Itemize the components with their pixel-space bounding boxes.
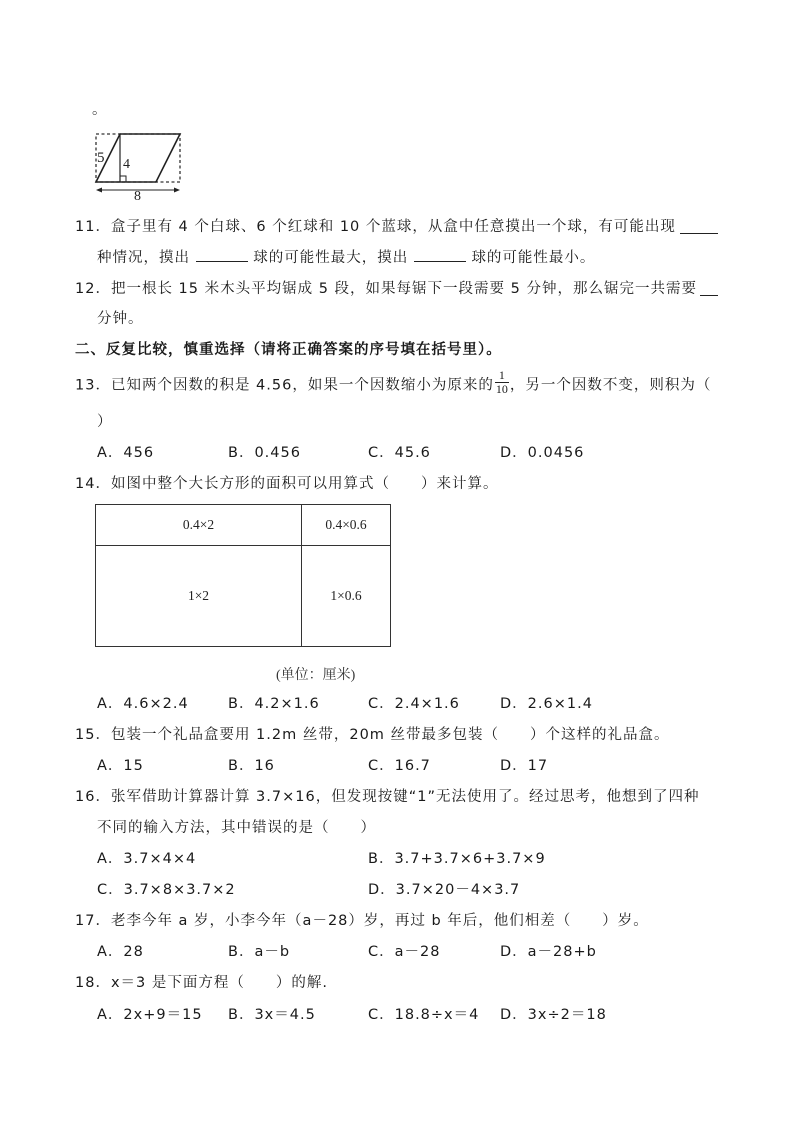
q18-option-b: B．3x＝4.5 [228, 1007, 316, 1023]
q13-option-c: C．45.6 [368, 445, 431, 461]
q11-text-a: 种情况，摸出 [97, 250, 190, 266]
arrow-left-icon [96, 188, 102, 193]
q18-question: 18．x＝3 是下面方程（ ）的解. [75, 975, 328, 991]
q15-question: 15．包装一个礼品盒要用 1.2m 丝带，20m 丝带最多包装（ ）个这样的礼品盒。 [75, 727, 670, 743]
q13-line2: ） [97, 414, 113, 430]
label-base-8: 8 [134, 189, 141, 204]
section-2-heading: 二、反复比较，慎重选择（请将正确答案的序号填在括号里）。 [75, 342, 502, 358]
q17-option-a: A．28 [97, 944, 144, 960]
q15-option-c: C．16.7 [368, 758, 431, 774]
q18-option-d: D．3x÷2＝18 [500, 1007, 607, 1023]
q16-line2: 不同的输入方法，其中错误的是（ ） [97, 820, 376, 836]
q13-text-a: 13．已知两个因数的积是 4.56，如果一个因数缩小为原来的 [75, 377, 494, 394]
q14-option-b: B．4.2×1.6 [228, 696, 320, 712]
q16-option-a: A．3.7×4×4 [97, 851, 197, 867]
cell-top-right: 0.4×0.6 [302, 505, 391, 546]
area-rectangle-diagram [95, 504, 391, 647]
right-angle-mark [120, 176, 126, 182]
q15-option-b: B．16 [228, 758, 275, 774]
q16-option-c: C．3.7×8×3.7×2 [97, 882, 236, 898]
q13-fraction [495, 369, 509, 396]
q13-line1 [75, 368, 712, 396]
parallelogram-figure [92, 128, 188, 204]
q17-option-b: B．a－b [228, 944, 291, 960]
q12-blank [700, 281, 718, 296]
q13-option-d: D．0.0456 [500, 445, 585, 461]
q11-blank-1 [680, 219, 718, 234]
q12-line2: 分钟。 [97, 311, 144, 327]
q18-option-c: C．18.8÷x＝4 [368, 1007, 480, 1023]
cell-bottom-right: 1×0.6 [302, 546, 391, 647]
q15-option-d: D．17 [500, 758, 549, 774]
q13-option-b: B．0.456 [228, 445, 301, 461]
q14-option-c: C．2.4×1.6 [368, 696, 460, 712]
top-period: 。 [92, 102, 108, 118]
q14-question: 14．如图中整个大长方形的面积可以用算式（ ）来计算。 [75, 476, 499, 492]
q11-text-b: 球的可能性最大，摸出 [253, 250, 409, 266]
unit-caption: (单位：厘米) [276, 668, 356, 683]
arrow-right-icon [174, 188, 180, 193]
q17-question: 17．老李今年 a 岁，小李今年（a－28）岁，再过 b 年后，他们相差（ ）岁。 [75, 913, 649, 929]
q11-line1: 11．盒子里有 4 个白球、6 个红球和 10 个蓝球，从盒中任意摸出一个球，有可能出现 [75, 219, 676, 235]
q11-line2 [97, 247, 595, 268]
q13-fraction-numerator: 1 [495, 369, 509, 383]
q15-option-a: A．15 [97, 758, 144, 774]
q16-option-d: D．3.7×20－4×3.7 [368, 882, 521, 898]
cell-top-left: 0.4×2 [96, 505, 302, 546]
q13-fraction-denominator: 10 [495, 382, 508, 396]
label-side-5: 5 [97, 150, 105, 166]
cell-bottom-left: 1×2 [96, 546, 302, 647]
q13-option-a: A．456 [97, 445, 155, 461]
q11-blank-3 [414, 247, 466, 262]
q11-blank-2 [196, 247, 248, 262]
label-height-4: 4 [123, 157, 130, 172]
parallelogram-shape [96, 134, 180, 182]
q16-option-b: B．3.7+3.7×6+3.7×9 [368, 851, 546, 867]
q16-line1: 16．张军借助计算器计算 3.7×16，但发现按键“1”无法使用了。经过思考，他想到了四种 [75, 789, 700, 805]
q12-line1: 12．把一根长 15 米木头平均锯成 5 段，如果每锯下一段需要 5 分钟，那么锯完一共需要 [75, 281, 698, 297]
q13-text-b: ，另一个因数不变，则积为（ [509, 377, 712, 394]
q17-option-c: C．a－28 [368, 944, 441, 960]
q14-option-a: A．4.6×2.4 [97, 696, 189, 712]
q11-text-c: 球的可能性最小。 [471, 250, 596, 266]
q17-option-d: D．a－28+b [500, 944, 597, 960]
q18-option-a: A．2x+9＝15 [97, 1007, 203, 1023]
q14-option-d: D．2.6×1.4 [500, 696, 593, 712]
